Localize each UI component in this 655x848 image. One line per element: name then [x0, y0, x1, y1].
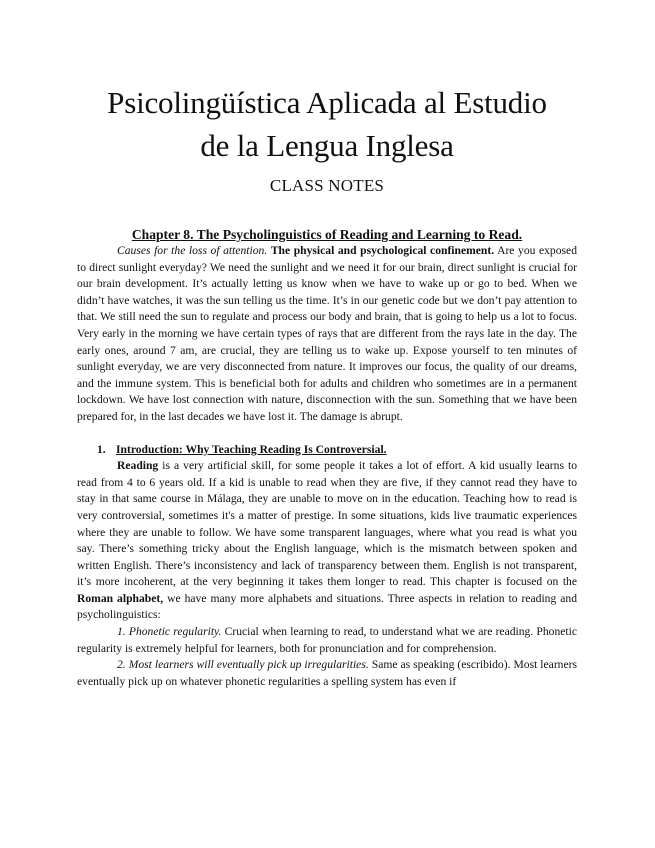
intro-body: Are you exposed to direct sunlight everyday? We need the sunlight and we need it for our brain, direct sunlight is crucial for our brain development. It’s actually letting us know when we have to wake up or go to bed. When we didn’t have watches, it was the sun telling us the time. It’s in our genetic code but we don’t pay attention to that. We still need the sun to regulate and process our body and brain, that is going to help us a lot to focus. Very early in the morning we have certain types of rays that are different from the rays late in the day. The early ones, around 7 am, are crucial, they are telling us to wake up. Expose yourself to ten minutes of sunlight everyday, we are very disconnected from nature. It improves our focus, the quality of our dreams, and the immune system. This is beneficial both for adults and children who sometimes are in a permanent lockdown. We have lost connection with nature, disconnection with the sun. Something that we have been prepared for, in the last decades we have lost it. The damage is abrupt.: [77, 244, 577, 423]
intro-paragraph: [77, 243, 577, 426]
document-title: [77, 81, 577, 167]
aspect-1-paragraph: [77, 624, 577, 657]
intro-bold-lead: The physical and psychological confinement.: [270, 244, 495, 257]
reading-bold-lead: Reading: [117, 459, 159, 473]
section-title: Introduction: Why Teaching Reading Is Controversial.: [116, 442, 387, 456]
reading-paragraph: [77, 458, 577, 624]
reading-body-1: is a very artificial skill, for some people it takes a lot of effort. A kid usually learns to read from 4 to 6 years old. If a kid is unable to read when they are five, if they cannot read they have to stay in that same course in Málaga, they are unable to move on in the education. Teaching how to read is very controversial, sometimes it's a matter of prestige. In some situations, kids live traumatic experiences where they are unable to follow. We have some transparent languages, where what you read is what you say. There’s something tricky about the English language, which is the mismatch between spoken and written English. There’s inconsistency and lack of transparency between them. English is not transparent, it’s more incoherent, at the very beginning it takes them longer to read. This chapter is focused on the: [77, 459, 577, 589]
reading-body-2: we have many more alphabets and situations. Three aspects in relation to reading and psycholinguistics:: [77, 591, 577, 622]
document-subtitle: CLASS NOTES: [269, 176, 385, 195]
title-line-2: de la Lengua Inglesa: [200, 128, 454, 163]
aspect-1-body: Crucial when learning to read, to understand what we are reading. Phonetic regularity is extremely helpful for learners, both for pronunciation and for comprehension.: [77, 625, 577, 655]
aspect-2-paragraph: [77, 657, 577, 690]
reading-bold-mid: Roman alphabet,: [77, 591, 164, 605]
section-heading-1: [77, 442, 577, 459]
section-number: 1.: [97, 442, 106, 456]
document-page: [77, 0, 577, 690]
title-line-1: Psicolingüística Aplicada al Estudio: [107, 85, 547, 120]
aspect-1-lead: 1. Phonetic regularity.: [117, 625, 222, 639]
intro-italic-lead: Causes for the loss of attention.: [117, 244, 268, 257]
aspect-2-lead: 2. Most learners will eventually pick up irregularities.: [117, 658, 369, 672]
aspect-2-body: Same as speaking (escribido). Most learners eventually pick up on whatever phonetic regularities a spelling system has even if: [77, 658, 578, 688]
chapter-heading: Chapter 8. The Psycholinguistics of Reading and Learning to Read.: [131, 227, 523, 242]
